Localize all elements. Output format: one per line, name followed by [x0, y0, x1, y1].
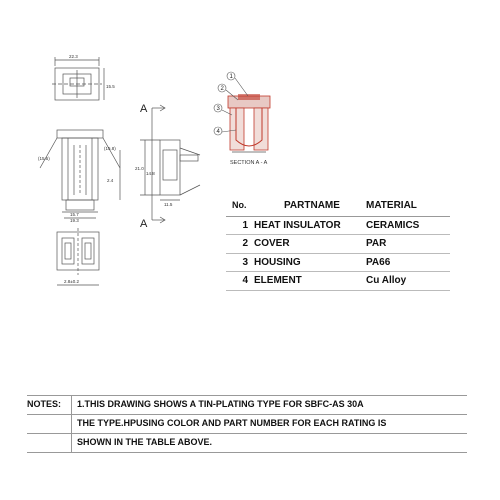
row-partname: HOUSING: [254, 256, 301, 268]
dim-width-a: 15.7: [70, 212, 79, 217]
callout-2: [218, 84, 226, 92]
row-no: 2: [242, 238, 248, 249]
row-material: PAR: [366, 238, 387, 249]
section-marker-top: A: [140, 103, 148, 115]
bottom-view: [57, 228, 99, 285]
notes-line: SHOWN IN THE TABLE ABOVE.: [77, 437, 212, 447]
dim-height-b: 14.8: [146, 171, 155, 176]
dim-top-width: 22.3: [69, 54, 78, 59]
notes-block: [27, 395, 467, 453]
side-view: [140, 140, 200, 200]
table-row: [226, 272, 450, 291]
dim-bottom: 2.8±0.2: [64, 279, 79, 284]
table-row: [226, 235, 450, 254]
dim-side-left: (15.5): [38, 156, 50, 161]
section-marker-bottom: A: [140, 218, 148, 230]
dim-side-height: 21.0: [135, 166, 144, 171]
row-material: PA66: [366, 256, 391, 268]
section-label: SECTION A - A: [230, 160, 268, 166]
header-material: MATERIAL: [366, 200, 417, 211]
svg-text:2: 2: [220, 86, 224, 92]
section-view: [228, 94, 270, 152]
row-no: 1: [242, 219, 248, 231]
parts-table: [226, 198, 450, 291]
row-partname: HEAT INSULATOR: [254, 219, 341, 231]
dim-width-b: 19.3: [70, 218, 79, 223]
row-material: Cu Alloy: [366, 275, 407, 286]
dim-side-bottom: 11.5: [164, 202, 173, 207]
row-no: 3: [242, 256, 248, 268]
header-partname: PARTNAME: [284, 200, 340, 211]
notes-label: NOTES:: [27, 399, 62, 409]
dim-height-a: 2.4: [107, 178, 114, 183]
row-material: CERAMICS: [366, 219, 420, 231]
notes-line: THE TYPE.HPUSING COLOR AND PART NUMBER FOR EACH RATING IS: [77, 418, 387, 428]
svg-text:3: 3: [216, 106, 220, 112]
notes-row: [27, 395, 467, 415]
dim-side-right: (15.8): [104, 146, 116, 151]
row-partname: ELEMENT: [254, 275, 302, 286]
svg-text:1: 1: [229, 74, 233, 80]
row-partname: COVER: [254, 238, 290, 249]
notes-row: [27, 415, 467, 434]
parts-table-header: [226, 198, 450, 217]
callout-4: [214, 127, 222, 135]
row-no: 4: [242, 275, 248, 286]
front-view: [40, 130, 120, 218]
notes-row: [27, 434, 467, 453]
dim-top-height: 15.5: [106, 84, 115, 89]
header-no: No.: [232, 200, 247, 210]
svg-text:4: 4: [216, 129, 220, 135]
callout-3: [214, 104, 222, 112]
callout-1: [227, 72, 235, 80]
notes-line: 1.THIS DRAWING SHOWS A TIN-PLATING TYPE FOR SBFC-AS 30A: [77, 399, 364, 409]
table-row: [226, 217, 450, 236]
table-row: [226, 254, 450, 273]
top-view: [52, 57, 104, 100]
